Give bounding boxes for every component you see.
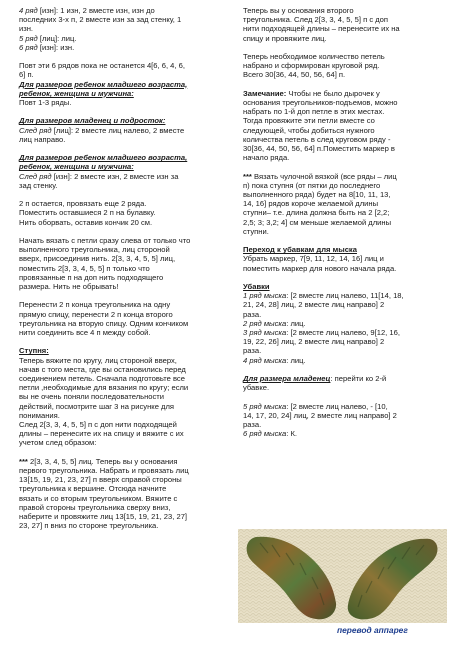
text-run: первого треугольника. Набрать и провязать лиц: [19, 466, 189, 476]
text-line: [19, 503, 231, 512]
text-line: [243, 402, 447, 411]
text-run: ***: [19, 456, 28, 466]
text-run: 6 ряд мыска: [243, 429, 287, 439]
text-run: Ступня:: [19, 346, 49, 356]
text-run: раза.: [243, 309, 262, 319]
socks-illustration: [238, 529, 447, 623]
text-line: [19, 429, 231, 438]
text-line: [243, 126, 447, 135]
paragraph: [19, 300, 231, 337]
text-line: [19, 218, 231, 227]
text-line: [243, 190, 447, 199]
text-line: [19, 356, 231, 365]
text-run: ступни– т.е. длина должна быть на 2 [2,2;: [243, 208, 390, 218]
text-run: 2,5; 3; 3,2; 4] см меньше желаемой длины: [243, 217, 392, 227]
knitted-socks-photo: [238, 529, 447, 623]
text-run: правой стороны треугольника сверху вниз,: [19, 502, 171, 512]
text-line: [19, 34, 231, 43]
text-run: [изн]: 2 вместе изн, 2 вместе изн за: [51, 171, 179, 181]
text-line: [243, 181, 447, 190]
text-line: [19, 43, 231, 52]
text-run: След 2[3, 3, 4, 5, 5] п с доп нити подходящей: [19, 420, 177, 430]
text-line: [243, 356, 447, 365]
paragraph: [19, 61, 231, 107]
text-line: [243, 52, 447, 61]
text-line: [243, 15, 447, 24]
text-line: [19, 346, 231, 355]
text-run: Теперь вяжите по кругу, лиц стороной вверх,: [19, 355, 177, 365]
text-run: 2 п остается, провязать еще 2 ряда.: [19, 199, 147, 209]
text-line: [19, 475, 231, 484]
text-line: [19, 61, 231, 70]
text-run: [изн]: изн.: [37, 42, 75, 52]
text-line: [19, 254, 231, 263]
text-run: треугольника к вершине. Отсюда начните: [19, 484, 167, 494]
text-run: Повт 1-3 ряды.: [19, 98, 72, 108]
left-column: [19, 6, 231, 540]
text-run: зад стенку.: [19, 180, 58, 190]
text-run: Нить оборвать, оставив кончик 20 см.: [19, 217, 153, 227]
text-run: начав с того места, где вы остановились перед: [19, 364, 186, 374]
text-run: Переход к убавкам для мыска: [243, 245, 357, 255]
text-line: [243, 116, 447, 125]
paragraph: [19, 116, 231, 144]
text-run: выполненного треугольника, лиц стороной: [19, 245, 170, 255]
text-line: [243, 383, 447, 392]
text-run: : К.: [286, 429, 297, 439]
text-run: 3 ряд мыска: [243, 328, 287, 338]
paragraph: [243, 374, 447, 392]
text-line: [19, 484, 231, 493]
text-line: [19, 282, 231, 291]
text-line: [243, 70, 447, 79]
text-run: Вязать чулочной вязкой (все ряды – лиц: [251, 171, 397, 181]
text-run: [лиц]: 2 вместе лиц налево, 2 вместе: [51, 125, 185, 135]
text-line: [243, 429, 447, 438]
text-run: Убрать маркер, 7[9, 11, 12, 14, 16] лиц и: [243, 254, 384, 264]
text-line: [243, 310, 447, 319]
text-line: [19, 264, 231, 273]
translation-credit: перевод аппарег: [337, 625, 408, 635]
text-run: последних 3-х п, 2 вместе изн за зад стенку, 1: [19, 15, 182, 25]
text-run: Замечание:: [243, 88, 287, 98]
text-line: [19, 236, 231, 245]
text-line: [243, 227, 447, 236]
text-line: [243, 208, 447, 217]
text-run: Всего 30[36, 44, 50, 56, 64] п.: [243, 70, 346, 80]
text-line: [19, 15, 231, 24]
paragraph: [19, 346, 231, 447]
text-line: [243, 34, 447, 43]
text-run: начало ряда.: [243, 153, 290, 163]
text-line: [19, 420, 231, 429]
text-run: учетом след образом:: [19, 438, 97, 448]
text-run: раза.: [243, 420, 262, 430]
text-line: [19, 208, 231, 217]
text-line: [19, 466, 231, 475]
text-run: Для размеров младенец и подросток:: [19, 116, 166, 126]
text-run: нити подходящей длины – перенесите их на: [243, 24, 400, 34]
text-line: [19, 402, 231, 411]
text-run: : [2 вместе лиц налево, - [10,: [286, 401, 388, 411]
text-run: 4 ряд мыска: [243, 355, 287, 365]
text-run: треугольника на вторую спицу. Одним кончиком: [19, 318, 189, 328]
text-run: п) пока ступня (от пятки до последнего: [243, 180, 381, 190]
text-run: : [2 вместе лиц налево, 11[14, 18,: [286, 291, 404, 301]
text-run: [лиц]: лиц.: [37, 33, 77, 43]
text-run: 19, 22, 26] лиц, 2 вместе лиц направо] 2: [243, 337, 385, 347]
text-line: [243, 135, 447, 144]
text-line: [243, 61, 447, 70]
paragraph: [243, 402, 447, 439]
text-run: 14, 17, 20, 24] лиц, 2 вместе лиц направо] 2: [243, 410, 397, 420]
paragraph: [19, 6, 231, 52]
text-run: ступни.: [243, 226, 269, 236]
text-line: [243, 218, 447, 227]
text-run: длины – перенесите их на спицу и вяжите с их: [19, 429, 184, 439]
text-line: [19, 521, 231, 530]
text-run: 2 ряд мыска: [243, 318, 287, 328]
text-line: [19, 411, 231, 420]
text-run: : лиц.: [286, 318, 306, 328]
text-run: поместить маркер для нового начала ряда.: [243, 263, 397, 273]
right-column: [243, 6, 447, 448]
text-line: [19, 494, 231, 503]
paragraph: [243, 89, 447, 163]
text-line: [243, 144, 447, 153]
text-line: [19, 172, 231, 181]
text-run: : перейти ко 2-й: [330, 374, 387, 384]
text-run: Убавки: [243, 282, 270, 292]
paragraph: [19, 199, 231, 227]
text-run: набрать по 1-й доп петле в этих местах.: [243, 107, 385, 117]
text-run: 5 ряд: [19, 33, 38, 43]
text-run: Чтобы не было дырочек у: [286, 88, 380, 98]
text-run: вверх, присоединив нить. 2[3, 3, 4, 5, 5] лиц,: [19, 254, 176, 264]
text-line: [243, 411, 447, 420]
text-run: поместить 2[3, 3, 4, 5, 5] п только что: [19, 263, 150, 273]
text-run: 5 ряд мыска: [243, 401, 287, 411]
text-line: [19, 70, 231, 79]
text-run: раза.: [243, 346, 262, 356]
text-run: основания треугольников-подъемов, можно: [243, 98, 398, 107]
text-line: [243, 89, 447, 98]
text-run: изн.: [19, 24, 34, 34]
text-run: След ряд: [19, 171, 52, 181]
text-run: количества петель в след круговом ряду -: [243, 134, 391, 144]
text-line: [19, 328, 231, 337]
text-run: набрано и сформирован круговой ряд.: [243, 61, 380, 71]
text-line: [19, 392, 231, 401]
text-line: [243, 346, 447, 355]
text-line: [243, 420, 447, 429]
text-run: вы не очень поняли последовательности: [19, 392, 165, 402]
text-run: провязанные п на доп нить подходящего: [19, 272, 164, 282]
text-run: понимания.: [19, 410, 60, 420]
text-run: ребенок, женщина и мужчина:: [19, 162, 134, 172]
text-run: 1 ряд мыска: [243, 291, 287, 301]
text-run: соединением петель. Сначала подготовьте все: [19, 374, 185, 384]
text-line: [19, 126, 231, 135]
paragraph: [243, 6, 447, 43]
text-line: [19, 245, 231, 254]
text-run: Начать вязать с петли сразу слева от только что: [19, 236, 191, 245]
text-line: [243, 282, 447, 291]
text-line: [19, 457, 231, 466]
text-line: [243, 300, 447, 309]
text-line: [243, 98, 447, 107]
text-run: [изн]: 1 изн, 2 вместе изн, изн до: [37, 6, 155, 15]
text-run: ребенок, женщина и мужчина:: [19, 88, 134, 98]
text-line: [19, 80, 231, 89]
text-line: [243, 319, 447, 328]
text-line: [19, 199, 231, 208]
paragraph: [243, 282, 447, 365]
text-run: ***: [243, 171, 252, 181]
text-run: треугольника. След 2[3, 3, 4, 5, 5] п с доп: [243, 15, 389, 25]
text-line: [243, 328, 447, 337]
text-line: [243, 245, 447, 254]
text-line: [243, 107, 447, 116]
text-line: [243, 24, 447, 33]
paragraph: [19, 236, 231, 291]
text-run: вязать и со вторым треугольником. Вяжите с: [19, 493, 178, 503]
text-run: убавке.: [243, 383, 270, 393]
text-run: : лиц.: [286, 355, 306, 365]
text-run: Для размеров ребенок младшего возраста,: [19, 153, 188, 163]
text-run: петли ,необходимые для вязания по кругу; если: [19, 383, 189, 393]
text-line: [19, 512, 231, 521]
text-run: спицу и провяжите лиц.: [243, 33, 327, 43]
text-run: выполненного ряда) будет на 8[10, 11, 13,: [243, 190, 391, 200]
text-line: [19, 116, 231, 125]
text-run: Теперь необходимое количество петель: [243, 52, 385, 61]
text-line: [243, 291, 447, 300]
text-run: 4 ряд: [19, 6, 38, 15]
text-line: [19, 383, 231, 392]
text-run: нити соединить все 4 п между собой.: [19, 328, 151, 338]
text-run: Перенести 2 п конца треугольника на одну: [19, 300, 171, 310]
text-run: Для размеров ребенок младшего возраста,: [19, 79, 188, 89]
text-line: [243, 172, 447, 181]
text-run: 6] п.: [19, 70, 34, 80]
text-line: [19, 365, 231, 374]
text-run: 21, 24, 28] лиц, 2 вместе лиц направо] 2: [243, 300, 385, 310]
text-line: [19, 310, 231, 319]
text-line: [243, 264, 447, 273]
text-line: [243, 153, 447, 162]
text-line: [243, 374, 447, 383]
text-run: размера. Нить не обрывать!: [19, 282, 119, 292]
text-line: [243, 6, 447, 15]
text-run: 23, 27] п вниз по стороне треугольника.: [19, 521, 159, 531]
text-run: : [2 вместе лиц налево, 9[12, 16,: [286, 328, 400, 338]
text-run: След ряд: [19, 125, 52, 135]
text-run: следующей, чтобы добиться нужного: [243, 125, 375, 135]
paragraph: [243, 52, 447, 80]
text-line: [19, 6, 231, 15]
text-run: 14, 16] рядов короче желаемой длины: [243, 199, 379, 209]
paragraph: [19, 457, 231, 531]
text-run: 6 ряд: [19, 42, 38, 52]
text-run: лиц направо.: [19, 134, 66, 144]
text-line: [19, 273, 231, 282]
text-line: [19, 319, 231, 328]
text-run: 30[36, 44, 50, 56, 64] п.Поместить маркер в: [243, 144, 395, 154]
paragraph: [243, 172, 447, 236]
text-run: прямую спицу, перенести 2 п конца второго: [19, 309, 173, 319]
text-run: Повт эти 6 рядов пока не останется 4[6, 6, 4, 6,: [19, 61, 185, 71]
text-line: [19, 98, 231, 107]
paragraph: [19, 153, 231, 190]
text-run: Поместить оставшиеся 2 п на булавку.: [19, 208, 156, 218]
text-line: [243, 199, 447, 208]
text-run: 13[15, 19, 21, 23, 27] п вверх справой стороны: [19, 475, 182, 485]
text-line: [19, 153, 231, 162]
text-run: Для размера младенец: [243, 374, 331, 384]
paragraph: [243, 245, 447, 273]
text-line: [19, 24, 231, 33]
text-line: [19, 89, 231, 98]
text-run: 2[3, 3, 4, 5, 5] лиц. Теперь вы у основания: [27, 456, 178, 466]
text-line: [243, 337, 447, 346]
text-line: [19, 162, 231, 171]
text-line: [19, 300, 231, 309]
text-line: [19, 438, 231, 447]
text-line: [19, 374, 231, 383]
text-line: [19, 181, 231, 190]
text-run: наберите и провяжите лиц 13[15, 19, 21, 23, 27]: [19, 512, 188, 522]
text-run: Тогда провяжите эти петли вместе со: [243, 116, 375, 126]
text-line: [19, 135, 231, 144]
text-run: Теперь вы у основания второго: [243, 6, 354, 15]
text-line: [243, 254, 447, 263]
text-run: действий, посмотрите шаг 3 на рисунке для: [19, 401, 175, 411]
